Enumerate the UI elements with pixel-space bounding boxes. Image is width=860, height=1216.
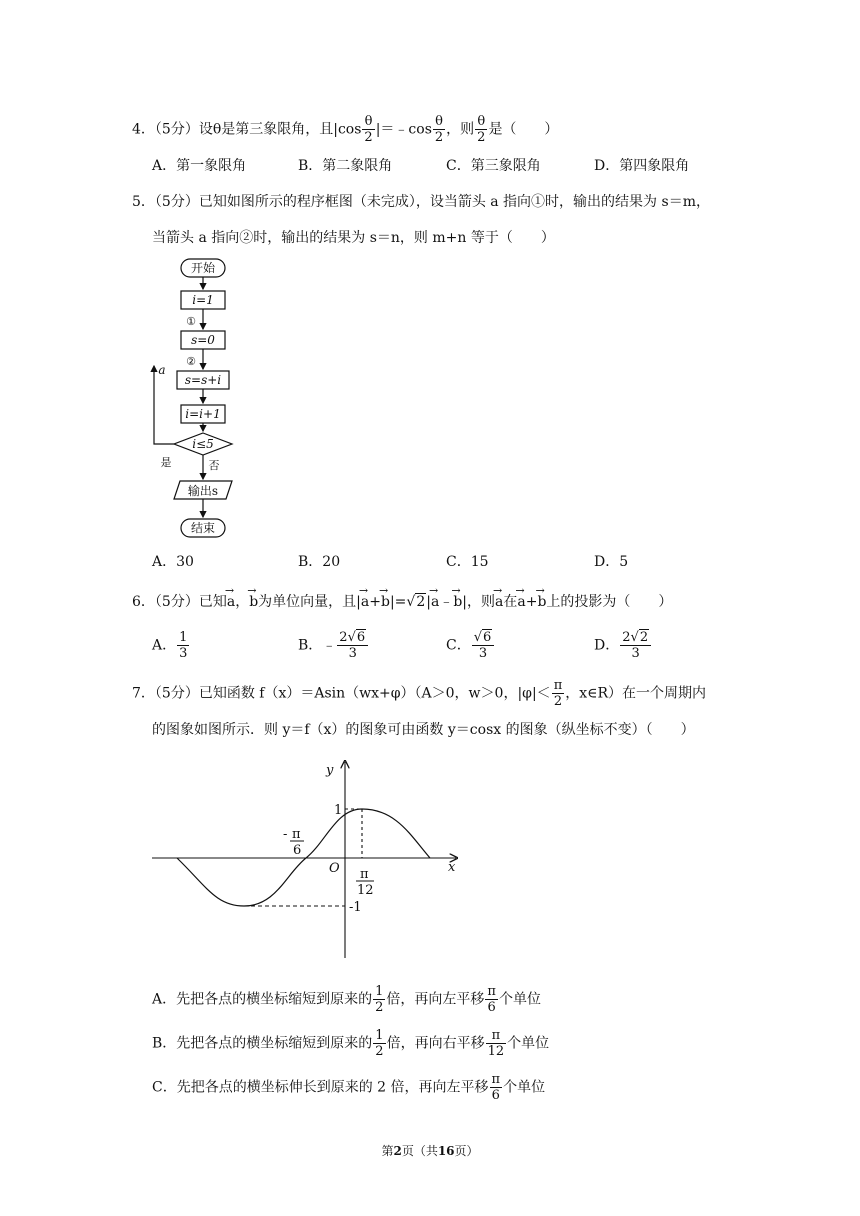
x-axis-label: x [448, 860, 456, 875]
fraction: $\frac{\theta}{2}$ [364, 114, 373, 145]
q7-option-a: A．先把各点的横坐标缩短到原来的 $\frac{1}{2}$ 倍，再向左平移 $\frac{\pi}{6}$ 个单位 [152, 984, 541, 1015]
flow-mark-2: ② [186, 355, 196, 368]
flow-init-s-label: s=0 [191, 333, 215, 347]
origin-label: O [329, 861, 340, 876]
q7-sine-graph [146, 756, 466, 962]
page-footer: 第2页（共16页） [381, 1144, 479, 1158]
q4-stem: 4．（5分）设θ是第三象限角，且|cos $\frac{\theta}{2}$ |＝﹣cos $\frac{\theta}{2}$ ，则 $\frac{\theta}{2}$ 是（ ） [132, 114, 559, 145]
max-label: 1 [334, 803, 343, 818]
pos-tick-den: 12 [357, 883, 374, 898]
flow-end-label: 结束 [190, 521, 216, 535]
q6-option-a: A． $\frac{1}{3}$ [152, 630, 188, 661]
flow-condition-label: i≤5 [192, 437, 214, 451]
neg-tick-num: π [292, 827, 301, 842]
q4-option-b: B．第二象限角 [298, 158, 393, 174]
q6-stem: 6．（5分）已知→ a，→ b为单位向量，且|→ a+→ b|=√2|→ a﹣→ b|，则→ a在→ a+→ b上的投影为（ ） [132, 592, 672, 612]
q5-option-d: D．5 [594, 554, 629, 570]
flow-loop-arrow [154, 366, 174, 444]
q4-option-a: A．第一象限角 [152, 158, 247, 174]
flow-output-label: 输出s [187, 484, 219, 498]
neg-tick-den: 6 [293, 843, 302, 858]
q5-option-b: B．20 [298, 554, 341, 570]
fraction: $\frac{\theta}{2}$ [477, 114, 486, 145]
flow-yes-label: 是 [160, 456, 172, 469]
q6-option-d: D． $\frac{2√2}{3}$ [594, 630, 652, 661]
flow-arrow-a-label: a [158, 363, 166, 377]
q7-stem-line2: 的图象如图所示．则 y＝f（x）的图象可由函数 y＝cosx 的图象（纵坐标不变）（ ） [152, 722, 695, 738]
flow-no-label: 否 [208, 459, 220, 472]
q5-flowchart [148, 254, 258, 544]
y-axis-label: y [326, 763, 334, 778]
q4-option-c: C．第三象限角 [446, 158, 541, 174]
q5-stem-line1: 5．（5分）已知如图所示的程序框图（未完成），设当箭头 a 指向①时，输出的结果为 s＝m， [132, 194, 710, 210]
q5-stem-line2: 当箭头 a 指向②时，输出的结果为 s＝n，则 m+n 等于（ ） [152, 230, 555, 246]
flow-start-label: 开始 [190, 261, 216, 275]
q6-option-c: C． $\frac{√6}{3}$ [446, 630, 495, 661]
pos-tick-num: π [360, 867, 369, 882]
q7-option-c: C．先把各点的横坐标伸长到原来的 2 倍，再向左平移 $\frac{\pi}{6}$ 个单位 [152, 1072, 546, 1103]
q4-option-d: D．第四象限角 [594, 158, 690, 174]
q7-option-b: B．先把各点的横坐标缩短到原来的 $\frac{1}{2}$ 倍，再向右平移 $\frac{\pi}{12}$ 个单位 [152, 1028, 550, 1059]
q5-option-c: C．15 [446, 554, 489, 570]
q6-option-b: B．﹣ $\frac{2√6}{3}$ [298, 630, 369, 661]
q5-option-a: A．30 [152, 554, 194, 570]
flow-update-s-label: s=s+i [184, 373, 222, 387]
flow-init-i-label: i=1 [192, 293, 214, 307]
q7-stem-line1: 7．（5分）已知函数 f（x）＝Asin（wx+φ）（A＞0，w＞0，|φ|＜ $\frac{\pi}{2}$ ，x∈R）在一个周期内 [132, 678, 707, 709]
flow-update-i-label: i=i+1 [185, 407, 221, 421]
flow-mark-1: ① [186, 315, 196, 328]
min-label: -1 [349, 900, 362, 915]
fraction: $\frac{\theta}{2}$ [434, 114, 444, 145]
neg-tick-sign: - [283, 827, 288, 842]
